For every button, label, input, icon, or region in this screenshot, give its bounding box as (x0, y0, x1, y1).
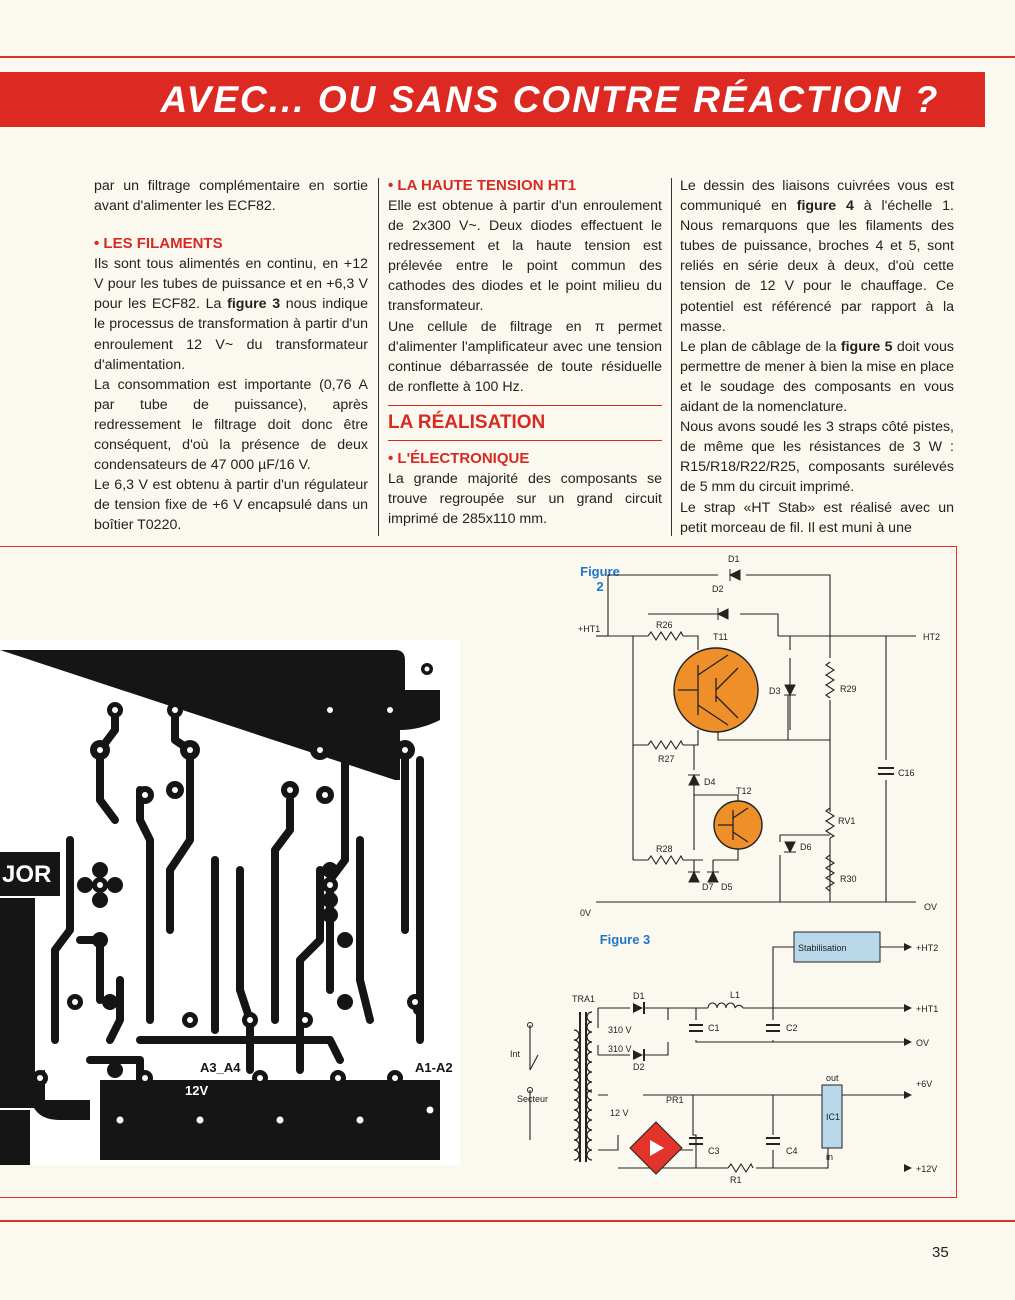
svg-text:T11: T11 (713, 632, 728, 642)
svg-text:R28: R28 (656, 844, 673, 854)
section-heading-filaments: • LES FILAMENTS (94, 235, 223, 253)
svg-text:in: in (826, 1152, 834, 1162)
svg-text:D1: D1 (728, 554, 740, 564)
paragraph: Le 6,3 V est obtenu à partir d'un régulateur de tension fixe de +6 V encapsulé dans un boîtier T0220. (94, 477, 368, 534)
svg-text:R27: R27 (658, 754, 675, 764)
page-title: AVEC... OU SANS CONTRE RÉACTION ? (160, 79, 940, 120)
title-banner (0, 72, 985, 127)
pcb-side-label: JOR (2, 861, 52, 888)
text-column-1 (94, 176, 368, 536)
svg-text:C4: C4 (786, 1146, 798, 1156)
svg-text:HT2: HT2 (923, 632, 941, 642)
paragraph: La consommation est importante (0,76 A par tube de puissance), après redressement le filtrage doit donc être conséquent, d'où la présence de deux condensateurs de 47 000 µF/16 V. (94, 376, 368, 474)
page-number: 35 (932, 1244, 949, 1261)
svg-text:OV: OV (916, 1038, 930, 1048)
pcb-layout-image (0, 640, 460, 1165)
svg-text:D2: D2 (712, 584, 724, 594)
svg-text:PR1: PR1 (666, 1095, 684, 1105)
paragraph: Le strap «HT Stab» est réalisé avec un petit morceau de fil. Il est muni à une (680, 499, 954, 536)
paragraph: Le dessin des liaisons cuivrées vous est communiqué en figure 4 à l'échelle 1. Nous remarquons que les filaments des tubes de puissance, broches 4 et 5, sont reliés en série deux à deux, d'où cette tension de 12 V pour le chauffage. Ce potentiel est référencé par rapport à la masse. (680, 178, 955, 335)
svg-text:IC1: IC1 (826, 1112, 841, 1122)
svg-text:out: out (826, 1073, 839, 1083)
svg-text:D5: D5 (721, 882, 733, 892)
schematic-diagram (468, 550, 954, 1190)
svg-text:R26: R26 (656, 620, 673, 630)
figure-ref: figure 5 (840, 338, 893, 355)
svg-text:T12: T12 (736, 786, 752, 796)
svg-text:R1: R1 (730, 1175, 742, 1185)
top-rule (0, 56, 1015, 58)
svg-text:Stabilisation: Stabilisation (798, 943, 847, 953)
svg-text:D3: D3 (769, 686, 781, 696)
svg-text:12 V: 12 V (610, 1108, 629, 1118)
svg-text:+12V: +12V (916, 1164, 938, 1174)
svg-text:Secteur: Secteur (517, 1094, 549, 1104)
paragraph: Elle est obtenue à partir d'un enroulement de 2x300 V~. Deux diodes effectuent le redressement et la haute tension est prélevée entre le point commun des cathodes des diodes et le point milieu du transformateur. (388, 198, 662, 315)
svg-text:+6V: +6V (916, 1079, 933, 1089)
column-divider (378, 178, 379, 536)
bottom-rule (0, 1220, 1015, 1222)
pcb-label-a3a4: A3_A4 (200, 1060, 241, 1075)
svg-text:TRA1: TRA1 (572, 994, 596, 1004)
svg-text:310 V: 310 V (608, 1025, 632, 1035)
svg-text:C2: C2 (786, 1023, 798, 1033)
svg-text:+HT2: +HT2 (916, 943, 939, 953)
svg-text:Int: Int (510, 1049, 521, 1059)
svg-text:R30: R30 (840, 874, 857, 884)
figure-2-label: Figure 2 (580, 564, 620, 594)
pcb-label-12v: 12V (185, 1083, 209, 1098)
text-column-2 (388, 176, 662, 529)
svg-text:C1: C1 (708, 1023, 720, 1033)
pcb-label-a1a2: A1-A2 (415, 1060, 453, 1075)
paragraph: La grande majorité des composants se trouve regroupée sur un grand circuit imprimé de 285x110 mm. (388, 470, 662, 528)
svg-text:D4: D4 (704, 777, 716, 787)
svg-text:OV: OV (924, 902, 938, 912)
paragraph: Nous avons soudé les 3 straps côté pistes, de même que les résistances de 3 W : R15/R18/R22/R25, composants surélevés de 5 mm du circuit imprimé. (680, 419, 954, 496)
column-divider (671, 178, 672, 536)
svg-text:D6: D6 (800, 842, 812, 852)
svg-text:RV1: RV1 (838, 816, 856, 826)
section-heading-electronique: • L'ÉLECTRONIQUE (388, 449, 530, 467)
figure-ref: figure 3 (227, 296, 281, 313)
section-heading-realisation: LA RÉALISATION (388, 405, 662, 441)
paragraph: Une cellule de filtrage en π permet d'alimenter l'amplificateur avec une tension continue débarrassée de toute résiduelle de ronflette à 100 Hz. (388, 318, 662, 395)
figure-3-label: Figure 3 (599, 932, 651, 947)
svg-text:D2: D2 (633, 1062, 645, 1072)
paragraph: Le plan de câblage de la figure 5 doit vous permettre de mener à bien la mise en place et le soudage des composants en vous aidant de la nomenclature. (680, 338, 954, 416)
svg-text:D1: D1 (633, 991, 645, 1001)
svg-text:R29: R29 (840, 684, 857, 694)
svg-text:D7: D7 (702, 882, 714, 892)
section-heading-haute-tension: • LA HAUTE TENSION HT1 (388, 177, 577, 194)
text-column-3 (680, 176, 954, 538)
paragraph: Ils sont tous alimentés en continu, en +12 V pour les tubes de puissance et en +6,3 V pour les ECF82. La figure 3 nous indique le processus de transformation à partir d'un enroulement 12 V~ du transformateur d'alimentation. (94, 256, 368, 373)
svg-text:310 V: 310 V (608, 1044, 632, 1054)
paragraph: par un filtrage complémentaire en sortie avant d'alimenter les ECF82. (94, 178, 368, 215)
svg-text:C16: C16 (898, 768, 915, 778)
svg-text:+HT1: +HT1 (916, 1004, 939, 1014)
svg-text:+HT1: +HT1 (578, 624, 601, 634)
svg-text:0V: 0V (580, 908, 592, 918)
figure-ref: figure 4 (796, 198, 854, 215)
svg-text:L1: L1 (730, 990, 741, 1000)
svg-text:C3: C3 (708, 1146, 720, 1156)
